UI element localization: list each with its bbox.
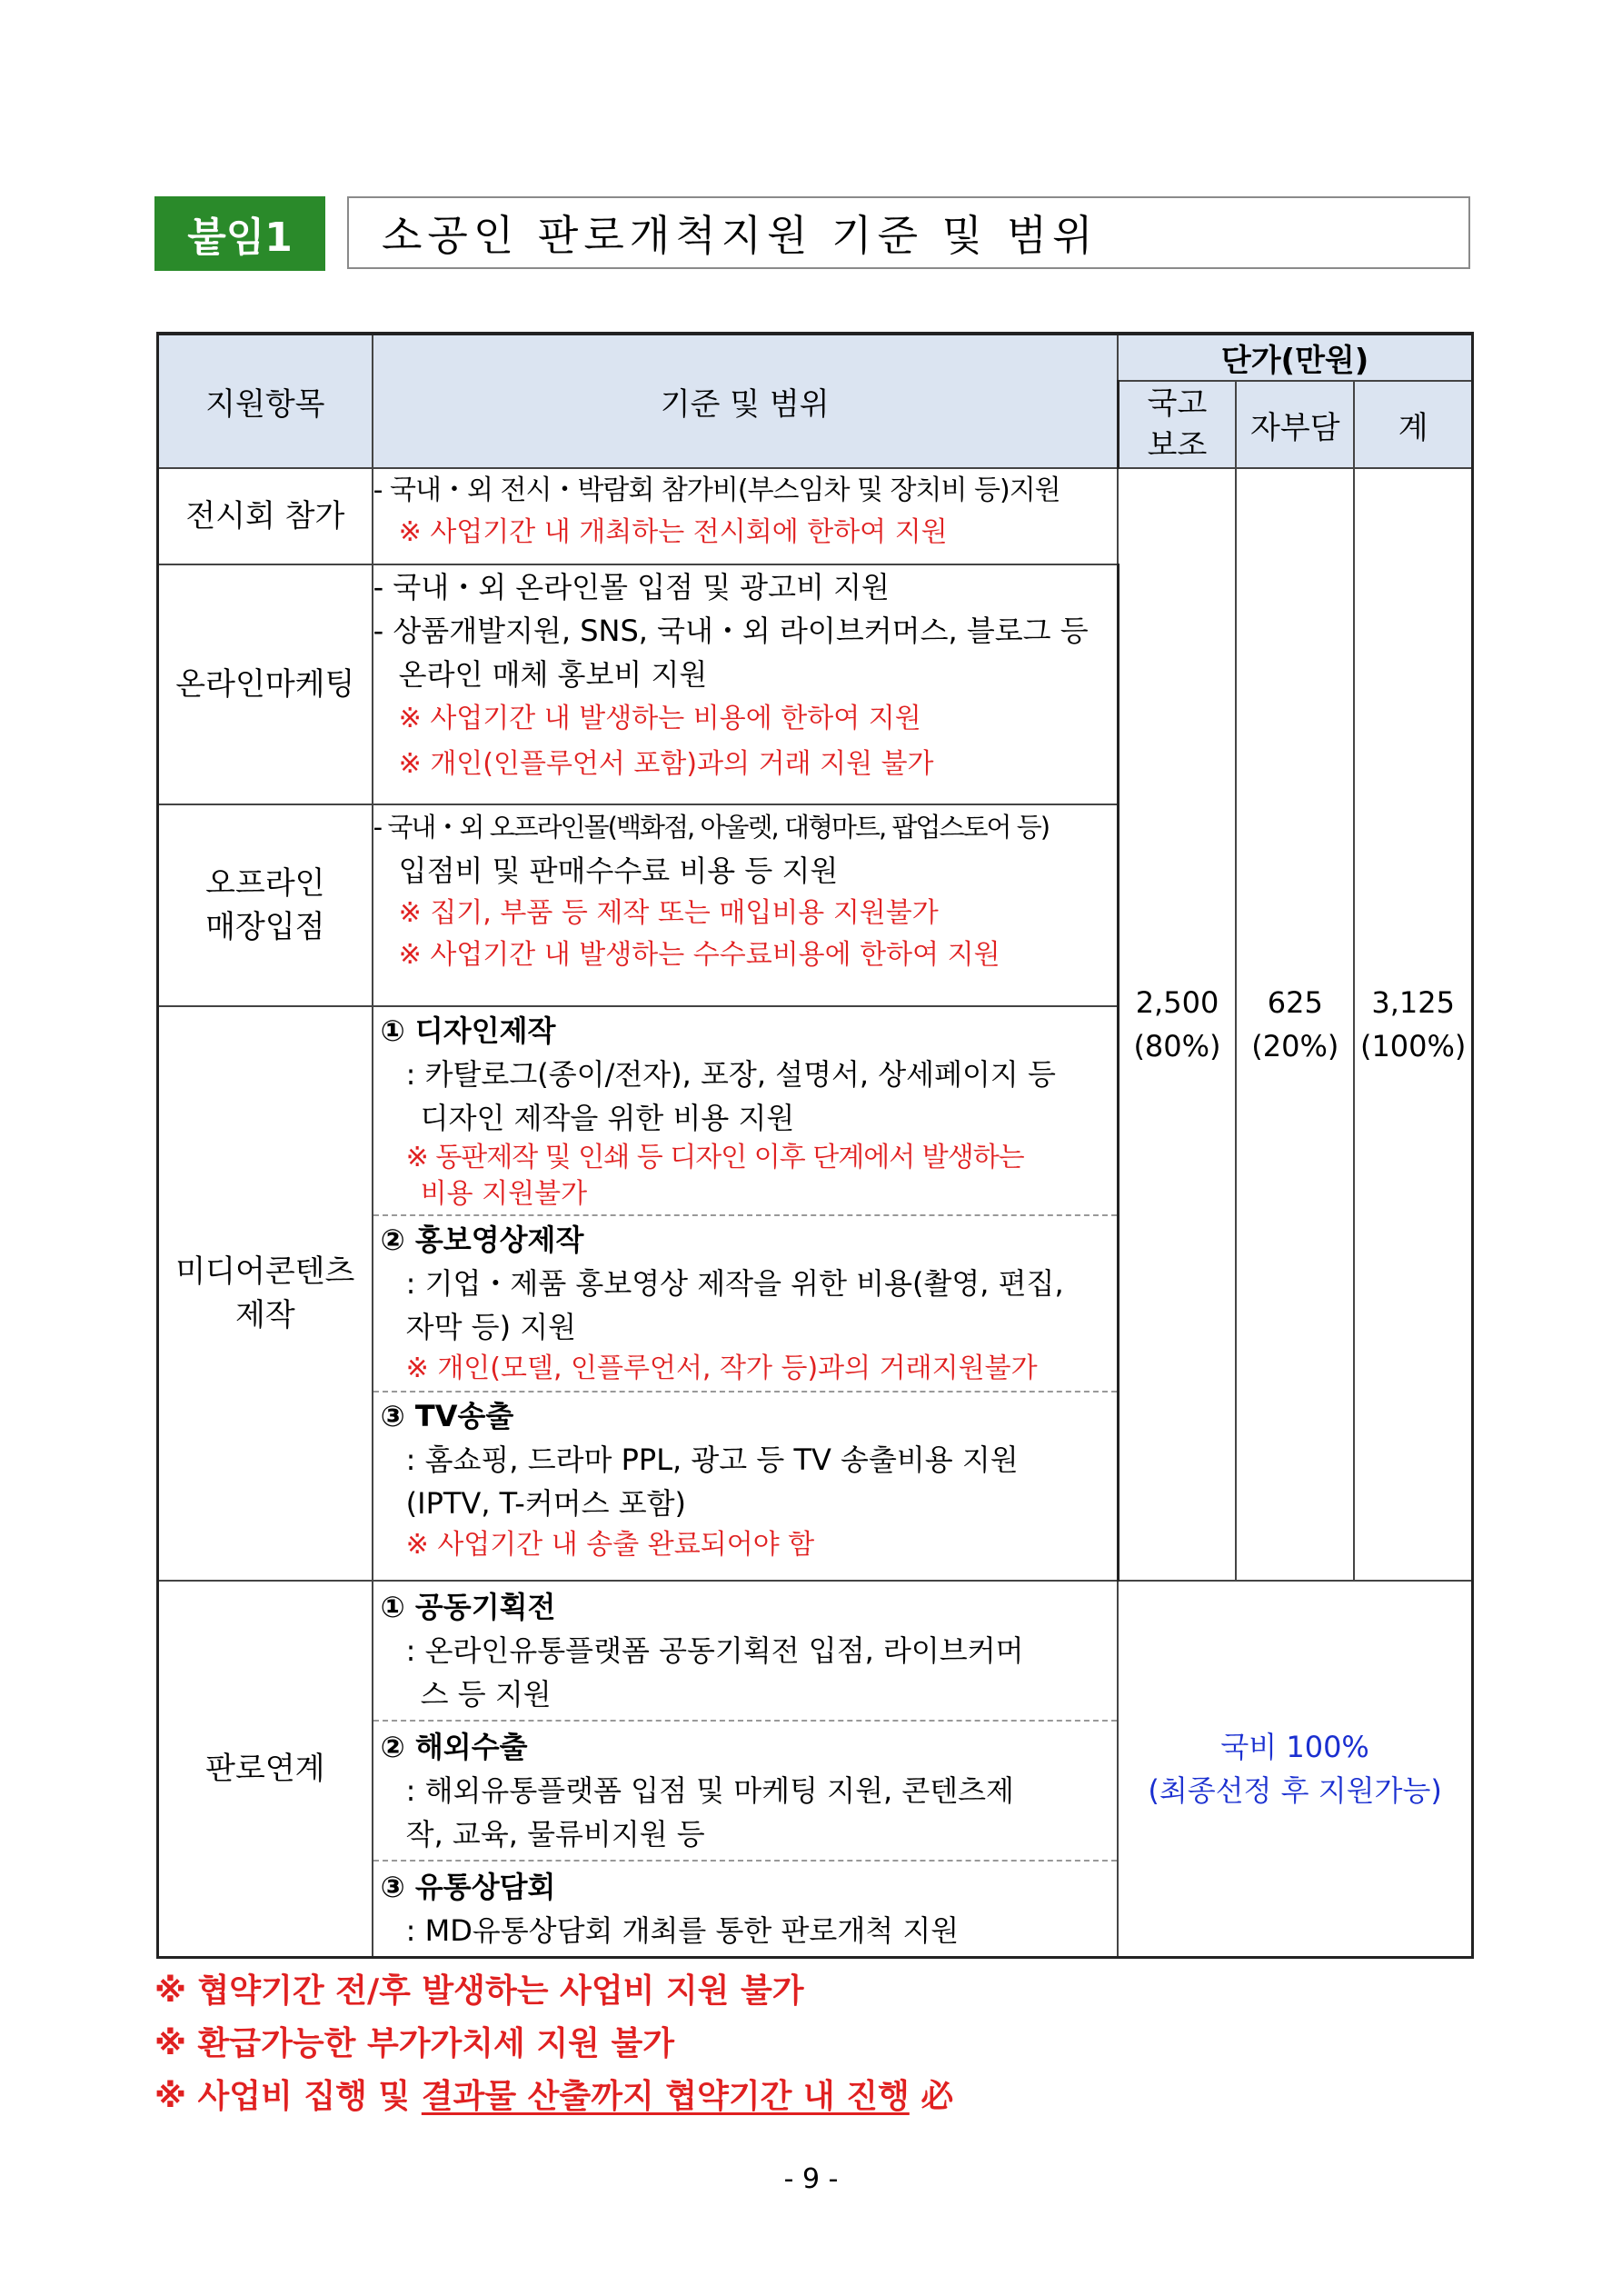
attachment-header — [154, 196, 1472, 271]
footnote-3-post: 必 — [909, 2078, 954, 2115]
header-gov-subsidy — [1118, 381, 1236, 468]
footnote-3-pre: ※ 사업비 집행 및 — [154, 2078, 422, 2115]
gov-percent: (80%) — [1133, 1029, 1221, 1063]
desc-exhibition — [373, 468, 1119, 564]
footnote-3 — [154, 2071, 953, 2123]
item-line: 미디어콘텐츠 — [175, 1253, 355, 1290]
desc-line: - 국내・외 전시・박람회 참가비(부스임차 및 장치비 등)지원 — [373, 474, 1060, 506]
gov-amount: 2,500 — [1135, 985, 1219, 1020]
desc-line: (IPTV, T-커머스 포함) — [405, 1486, 687, 1521]
sub-export — [373, 1722, 1118, 1862]
sub-design — [373, 1007, 1117, 1216]
desc-line: - 국내・외 온라인몰 입점 및 광고비 지원 — [373, 570, 890, 604]
sub-title: ① 디자인제작 — [380, 1013, 556, 1048]
rate-line1: 국비 100% — [1220, 1730, 1369, 1764]
desc-line: 온라인 매체 홍보비 지원 — [398, 657, 708, 692]
note-line: ※ 사업기간 내 발생하는 비용에 한하여 지원 — [398, 703, 921, 734]
desc-line: 입점비 및 판매수수료 비용 등 지원 — [398, 854, 839, 888]
desc-line: : MD유통상담회 개최를 통한 판로개척 지원 — [405, 1913, 960, 1948]
sub-joint-exhibition — [373, 1582, 1118, 1722]
sub-title: ② 홍보영상제작 — [380, 1223, 584, 1257]
desc-line: : 홈쇼핑, 드라마 PPL, 광고 등 TV 송출비용 지원 — [405, 1442, 1019, 1477]
header-unit-price: 단가(만원) — [1118, 334, 1472, 381]
item-sales-channel: 판로연계 — [158, 1581, 373, 1958]
desc-line: : 해외유통플랫폼 입점 및 마케팅 지원, 콘텐츠제 — [405, 1773, 1014, 1808]
note-line: ※ 사업기간 내 발생하는 수수료비용에 한하여 지원 — [398, 939, 1000, 971]
note-line: ※ 개인(모델, 인플루언서, 작가 등)과의 거래지원불가 — [405, 1353, 1038, 1384]
item-exhibition: 전시회 참가 — [158, 468, 373, 564]
note-line: ※ 사업기간 내 송출 완료되어야 함 — [405, 1529, 815, 1561]
page-number: - 9 - — [783, 2163, 839, 2195]
sub-md-meeting — [373, 1862, 1118, 1956]
sub-title: ③ TV송출 — [380, 1399, 514, 1433]
note-line: ※ 동판제작 및 인쇄 등 디자인 이후 단계에서 발생하는 — [405, 1142, 1024, 1173]
desc-line: - 국내・외 오프라인몰(백화점, 아울렛, 대형마트, 팝업스토어 등) — [373, 812, 1050, 843]
sub-title: ③ 유통상담회 — [380, 1870, 556, 1904]
item-offline-store — [158, 804, 373, 1006]
desc-offline-store — [373, 804, 1119, 1006]
attachment-badge: 붙임1 — [154, 196, 325, 271]
self-amount: 625 — [1267, 985, 1323, 1020]
desc-line: : 온라인유통플랫폼 공동기획전 입점, 라이브커머 — [405, 1633, 1024, 1668]
item-line: 제작 — [234, 1297, 295, 1333]
desc-line: - 상품개발지원, SNS, 국내・외 라이브커머스, 블로그 등 — [373, 614, 1089, 648]
item-online-marketing: 온라인마케팅 — [158, 564, 373, 804]
desc-sales-channel — [373, 1581, 1119, 1958]
support-criteria-table — [156, 332, 1474, 1959]
item-media-content — [158, 1006, 373, 1581]
header-self-pay: 자부담 — [1236, 381, 1354, 468]
header-total: 계 — [1354, 381, 1472, 468]
note-line: ※ 개인(인플루언서 포함)과의 거래 지원 불가 — [398, 748, 934, 780]
desc-line: 작, 교육, 물류비지원 등 — [405, 1817, 705, 1852]
footnote-1: ※ 협약기간 전/후 발생하는 사업비 지원 불가 — [154, 1972, 804, 2010]
total-value — [1354, 468, 1472, 1581]
sub-title: ① 공동기획전 — [380, 1590, 556, 1624]
footnote-2: ※ 환급가능한 부가가치세 지원 불가 — [154, 2025, 674, 2062]
item-line: 오프라인 — [205, 865, 325, 902]
desc-line: 디자인 제작을 위한 비용 지원 — [420, 1101, 795, 1135]
sub-title: ② 해외수출 — [380, 1730, 528, 1764]
footnote-3-underlined: 결과물 산출까지 협약기간 내 진행 — [421, 2078, 910, 2115]
header-gov-line1: 국고 — [1147, 385, 1208, 422]
header-gov-line2: 보조 — [1147, 427, 1208, 464]
desc-online-marketing — [373, 564, 1119, 804]
gov-subsidy-value — [1118, 468, 1236, 1581]
desc-line: 자막 등) 지원 — [405, 1310, 577, 1344]
page-title: 소공인 판로개척지원 기준 및 범위 — [347, 196, 1470, 269]
sales-support-rate — [1118, 1581, 1472, 1958]
total-amount: 3,125 — [1371, 985, 1455, 1020]
item-line: 매장입점 — [205, 909, 325, 945]
self-percent: (20%) — [1251, 1029, 1339, 1063]
desc-line: : 기업・제품 홍보영상 제작을 위한 비용(촬영, 편집, — [405, 1266, 1064, 1301]
note-line: ※ 사업기간 내 개최하는 전시회에 한하여 지원 — [398, 516, 948, 548]
footnotes — [154, 1965, 953, 2123]
self-pay-value — [1236, 468, 1354, 1581]
note-line: ※ 집기, 부품 등 제작 또는 매입비용 지원불가 — [398, 897, 939, 929]
header-item: 지원항목 — [158, 334, 373, 468]
desc-line: 스 등 지원 — [420, 1677, 552, 1712]
total-percent: (100%) — [1359, 1029, 1467, 1063]
header-desc: 기준 및 범위 — [373, 334, 1119, 468]
note-line: 비용 지원불가 — [420, 1178, 588, 1210]
sub-promo-video — [373, 1216, 1117, 1393]
desc-media-content — [373, 1006, 1119, 1581]
desc-line: : 카탈로그(종이/전자), 포장, 설명서, 상세페이지 등 — [405, 1057, 1056, 1092]
sub-tv — [373, 1393, 1117, 1567]
rate-line2: (최종선정 후 지원가능) — [1148, 1773, 1442, 1808]
